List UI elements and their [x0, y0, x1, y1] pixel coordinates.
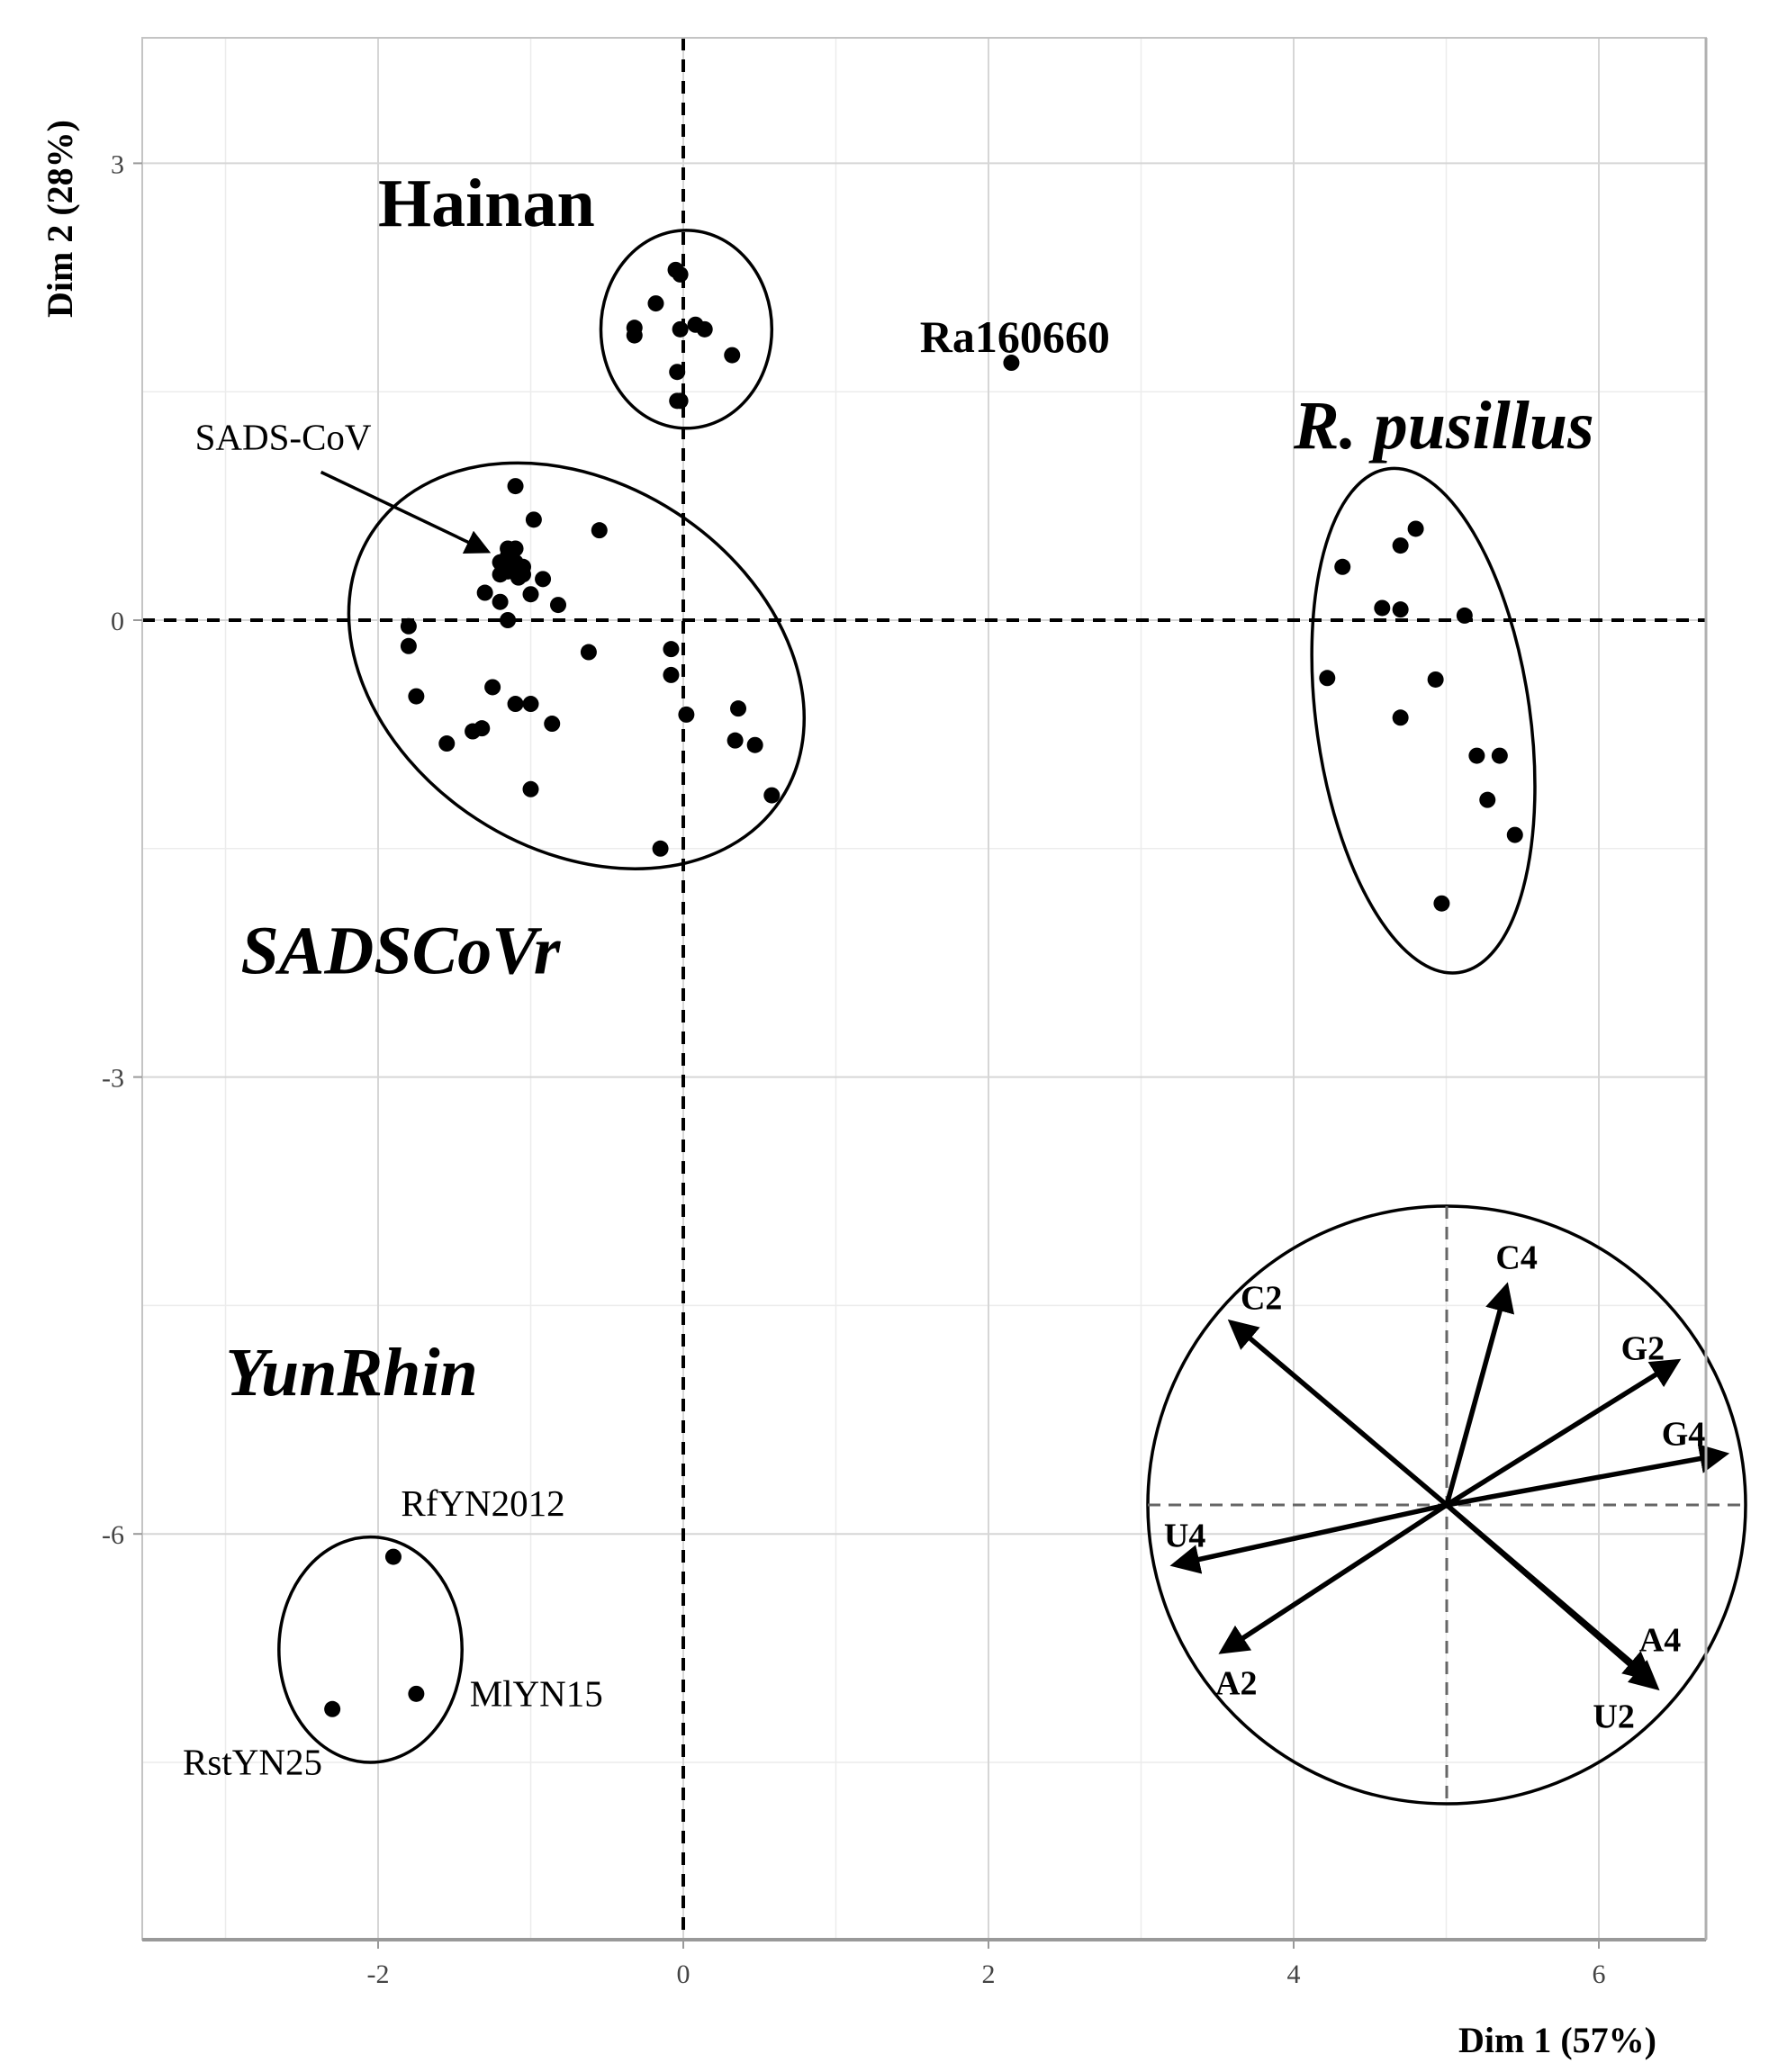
point-hainan [647, 295, 663, 311]
point-yunrhin [385, 1549, 402, 1565]
arrow-sads-cov [321, 472, 488, 551]
point-r-pusillus [1468, 748, 1485, 764]
point-hainan [627, 328, 643, 344]
label-mlyn15: MlYN15 [469, 1672, 603, 1715]
ellipse-r-pusillus [1282, 454, 1565, 987]
inset-vector-a2 [1223, 1505, 1447, 1652]
point-r-pusillus [1492, 748, 1508, 764]
point-sadscovr [526, 511, 542, 527]
label-r-pusillus: R. pusillus [1294, 387, 1594, 464]
point-sadscovr [763, 788, 780, 804]
label-yunrhin: YunRhin [225, 1335, 478, 1411]
x-tick-label: 2 [981, 1959, 996, 1989]
label-rfyn2012: RfYN2012 [401, 1482, 565, 1524]
point-r-pusillus [1408, 520, 1424, 536]
inset-label-a4: A4 [1638, 1621, 1682, 1660]
inset-label-c2: C2 [1240, 1279, 1283, 1318]
point-sadscovr [484, 679, 501, 695]
point-hainan [697, 321, 713, 338]
point-hainan [724, 347, 740, 364]
point-sadscovr [727, 733, 744, 749]
inset-label-u2: U2 [1593, 1698, 1635, 1736]
label-sadscovr: SADSCoVr [240, 913, 561, 989]
point-sadscovr [544, 716, 560, 732]
point-sadscovr [523, 781, 539, 797]
inset-label-u4: U4 [1163, 1517, 1206, 1555]
point-r-pusillus [1393, 537, 1409, 554]
point-sadscovr [508, 696, 524, 712]
y-axis-title: Dim 2 (28%) [40, 120, 80, 318]
x-tick-label: 4 [1286, 1959, 1301, 1989]
point-sadscovr [500, 612, 516, 628]
point-sadscovr [492, 566, 509, 582]
label-hainan: Hainan [378, 165, 595, 241]
point-r-pusillus [1393, 601, 1409, 617]
point-sadscovr [730, 700, 746, 716]
point-sadscovr [550, 597, 566, 613]
point-hainan [672, 392, 689, 409]
point-hainan [672, 266, 689, 283]
x-tick-label: 0 [676, 1959, 690, 1989]
y-tick-label: 3 [111, 149, 124, 180]
point-r-pusillus [1334, 559, 1350, 575]
inset-vector-c2 [1232, 1322, 1447, 1505]
label-ra160660: Ra160660 [919, 311, 1110, 363]
point-sadscovr [438, 735, 455, 752]
correlation-circle-inset [1148, 1206, 1746, 1804]
point-sadscovr [523, 586, 539, 602]
ellipse-sadscovr [272, 380, 880, 952]
x-tick-label: -2 [366, 1959, 390, 1989]
point-sadscovr [663, 667, 679, 683]
point-r-pusillus [1374, 599, 1390, 616]
point-sadscovr [678, 707, 694, 723]
point-sadscovr [663, 641, 679, 657]
point-sadscovr [747, 737, 763, 753]
point-r-pusillus [1319, 670, 1335, 686]
point-sadscovr [465, 724, 481, 740]
point-sadscovr [492, 594, 509, 610]
point-yunrhin [408, 1686, 424, 1702]
point-hainan [669, 364, 685, 380]
point-sadscovr [510, 570, 527, 586]
point-r-pusillus [1433, 896, 1449, 912]
point-sadscovr [401, 638, 417, 654]
inset-vector-u2 [1447, 1505, 1656, 1688]
y-tick-label: -6 [102, 1520, 124, 1551]
point-sadscovr [535, 571, 551, 587]
point-sadscovr [653, 841, 669, 857]
x-axis-title: Dim 1 (57%) [1458, 2020, 1656, 2060]
point-sadscovr [508, 478, 524, 494]
point-sadscovr [591, 522, 608, 538]
point-r-pusillus [1507, 827, 1523, 843]
point-sadscovr [477, 585, 493, 601]
point-r-pusillus [1428, 671, 1444, 688]
inset-label-a2: A2 [1215, 1664, 1258, 1703]
x-tick-label: 6 [1592, 1959, 1606, 1989]
ellipse-yunrhin [279, 1537, 462, 1762]
point-yunrhin [324, 1701, 340, 1717]
y-tick-label: -3 [102, 1063, 124, 1094]
point-r-pusillus [1457, 608, 1473, 624]
point-hainan [672, 321, 689, 338]
point-r-pusillus [1479, 792, 1495, 808]
y-tick-label: 0 [111, 607, 124, 636]
label-rstyn25: RstYN25 [183, 1741, 322, 1783]
point-r-pusillus [1393, 709, 1409, 725]
label-sads-cov: SADS-CoV [194, 416, 372, 458]
point-sadscovr [401, 618, 417, 635]
inset-label-c4: C4 [1495, 1239, 1538, 1277]
inset-label-g4: G4 [1661, 1415, 1706, 1454]
point-sadscovr [408, 689, 424, 705]
point-sadscovr [523, 696, 539, 712]
point-sadscovr [581, 644, 597, 661]
inset-label-g2: G2 [1620, 1329, 1665, 1368]
